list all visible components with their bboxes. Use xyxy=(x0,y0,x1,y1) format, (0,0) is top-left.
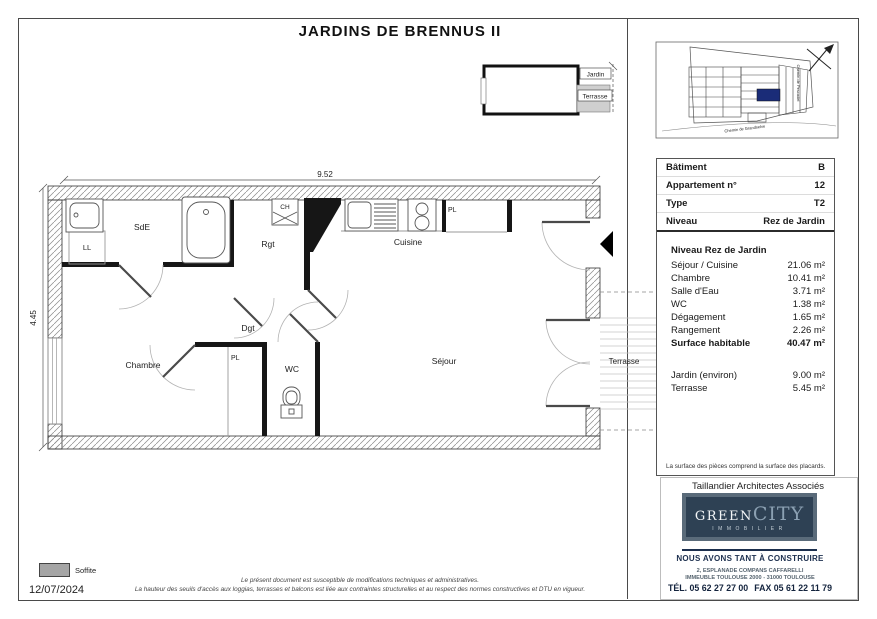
label-terrasse: Terrasse xyxy=(608,357,640,366)
soffite-swatch xyxy=(39,563,70,577)
area-row: Terrasse 5.45 m² xyxy=(671,383,825,394)
label-wc: WC xyxy=(284,364,300,374)
area-row: Salle d'Eau 3.71 m² xyxy=(671,286,825,297)
disclaimer-line-2: La hauteur des seuils d'accès aux loggias, terrasses et balcons est liée aux contraintes structurelles et au respect des normes constructives et DTU en vigueur. xyxy=(134,586,586,593)
total-area-row: Surface habitable 40.47 m² xyxy=(671,338,825,349)
apartment-id-table xyxy=(657,159,834,232)
brand-tagline: NOUS AVONS TANT À CONSTRUIRE xyxy=(676,554,824,563)
soffite-label: Soffite xyxy=(75,566,97,575)
row-label: Appartement n° xyxy=(666,180,737,191)
row-value: 12 xyxy=(814,180,825,191)
label-pl-entry: PL xyxy=(448,207,457,214)
water-heater xyxy=(272,199,298,225)
label-ll: LL xyxy=(82,243,92,252)
phone-fax-line: TÉL. 05 62 27 27 00 FAX 05 61 22 11 79 xyxy=(668,583,832,593)
key-plan xyxy=(481,62,617,114)
row-value: T2 xyxy=(813,198,825,209)
greencity-logo-subtitle: IMMOBILIER xyxy=(712,525,787,532)
table-row xyxy=(657,213,834,230)
area-row: Rangement 2.26 m² xyxy=(671,325,825,336)
street-label-right: Chemin de Pescadel xyxy=(796,64,801,102)
row-value: B xyxy=(818,162,825,173)
area-row: Dégagement 1.65 m² xyxy=(671,312,825,323)
logo-divider-rule xyxy=(682,549,817,551)
fixtures xyxy=(66,197,436,418)
table-row xyxy=(657,177,834,195)
area-row: Jardin (environ) 9.00 m² xyxy=(671,370,825,381)
label-ch: CH xyxy=(280,204,290,211)
keyplan-jardin-label: Jardin xyxy=(586,71,605,79)
entrance-arrow xyxy=(600,231,613,257)
keyplan-terrasse-label: Terrasse xyxy=(582,93,608,101)
row-label: Type xyxy=(666,198,688,209)
apartment-info-box xyxy=(656,158,835,476)
row-value: Rez de Jardin xyxy=(763,216,825,227)
highlighted-unit xyxy=(757,89,780,101)
architect-name: Taillandier Architectes Associés xyxy=(691,481,824,492)
area-row: WC 1.38 m² xyxy=(671,299,825,310)
label-chambre: Chambre xyxy=(125,360,161,370)
outdoor-areas xyxy=(671,369,825,395)
row-label: Niveau xyxy=(666,216,698,227)
areas-footnote: La surface des pièces comprend la surface des placards. xyxy=(666,463,826,470)
dimension-width: 9.52 xyxy=(317,170,333,179)
site-plan xyxy=(656,42,838,138)
label-sejour: Séjour xyxy=(431,356,457,366)
page-title: JARDINS DE BRENNUS II xyxy=(298,23,502,40)
dimension-height: 4.45 xyxy=(29,310,38,326)
areas-section-title: Niveau Rez de Jardin xyxy=(671,245,767,256)
greencity-logo xyxy=(682,493,817,541)
plan-date: 12/07/2024 xyxy=(29,584,85,596)
label-pl-chambre: PL xyxy=(231,355,240,362)
table-row xyxy=(657,159,834,177)
street-label-bottom: Chemin de Grandselve xyxy=(724,123,766,134)
label-cuisine: Cuisine xyxy=(393,237,423,247)
chambre-window xyxy=(48,338,62,424)
table-row xyxy=(657,195,834,213)
label-dgt: Dgt xyxy=(241,323,255,333)
address-line-2: IMMEUBLE TOULOUSE 2000 - 31000 TOULOUSE xyxy=(685,575,815,581)
area-row: Séjour / Cuisine 21.06 m² xyxy=(671,260,825,271)
label-rgt: Rgt xyxy=(261,239,275,249)
row-label: Bâtiment xyxy=(666,162,707,173)
area-row: Chambre 10.41 m² xyxy=(671,273,825,284)
address-line-1: 2, ESPLANADE COMPANS CAFFARELLI xyxy=(696,568,804,574)
label-sde: SdE xyxy=(133,222,151,232)
areas-table xyxy=(657,232,834,395)
disclaimer-line-1: Le présent document est susceptible de modifications techniques et administratives. xyxy=(240,577,479,584)
greencity-logo-text: GREENCITY xyxy=(694,502,805,525)
